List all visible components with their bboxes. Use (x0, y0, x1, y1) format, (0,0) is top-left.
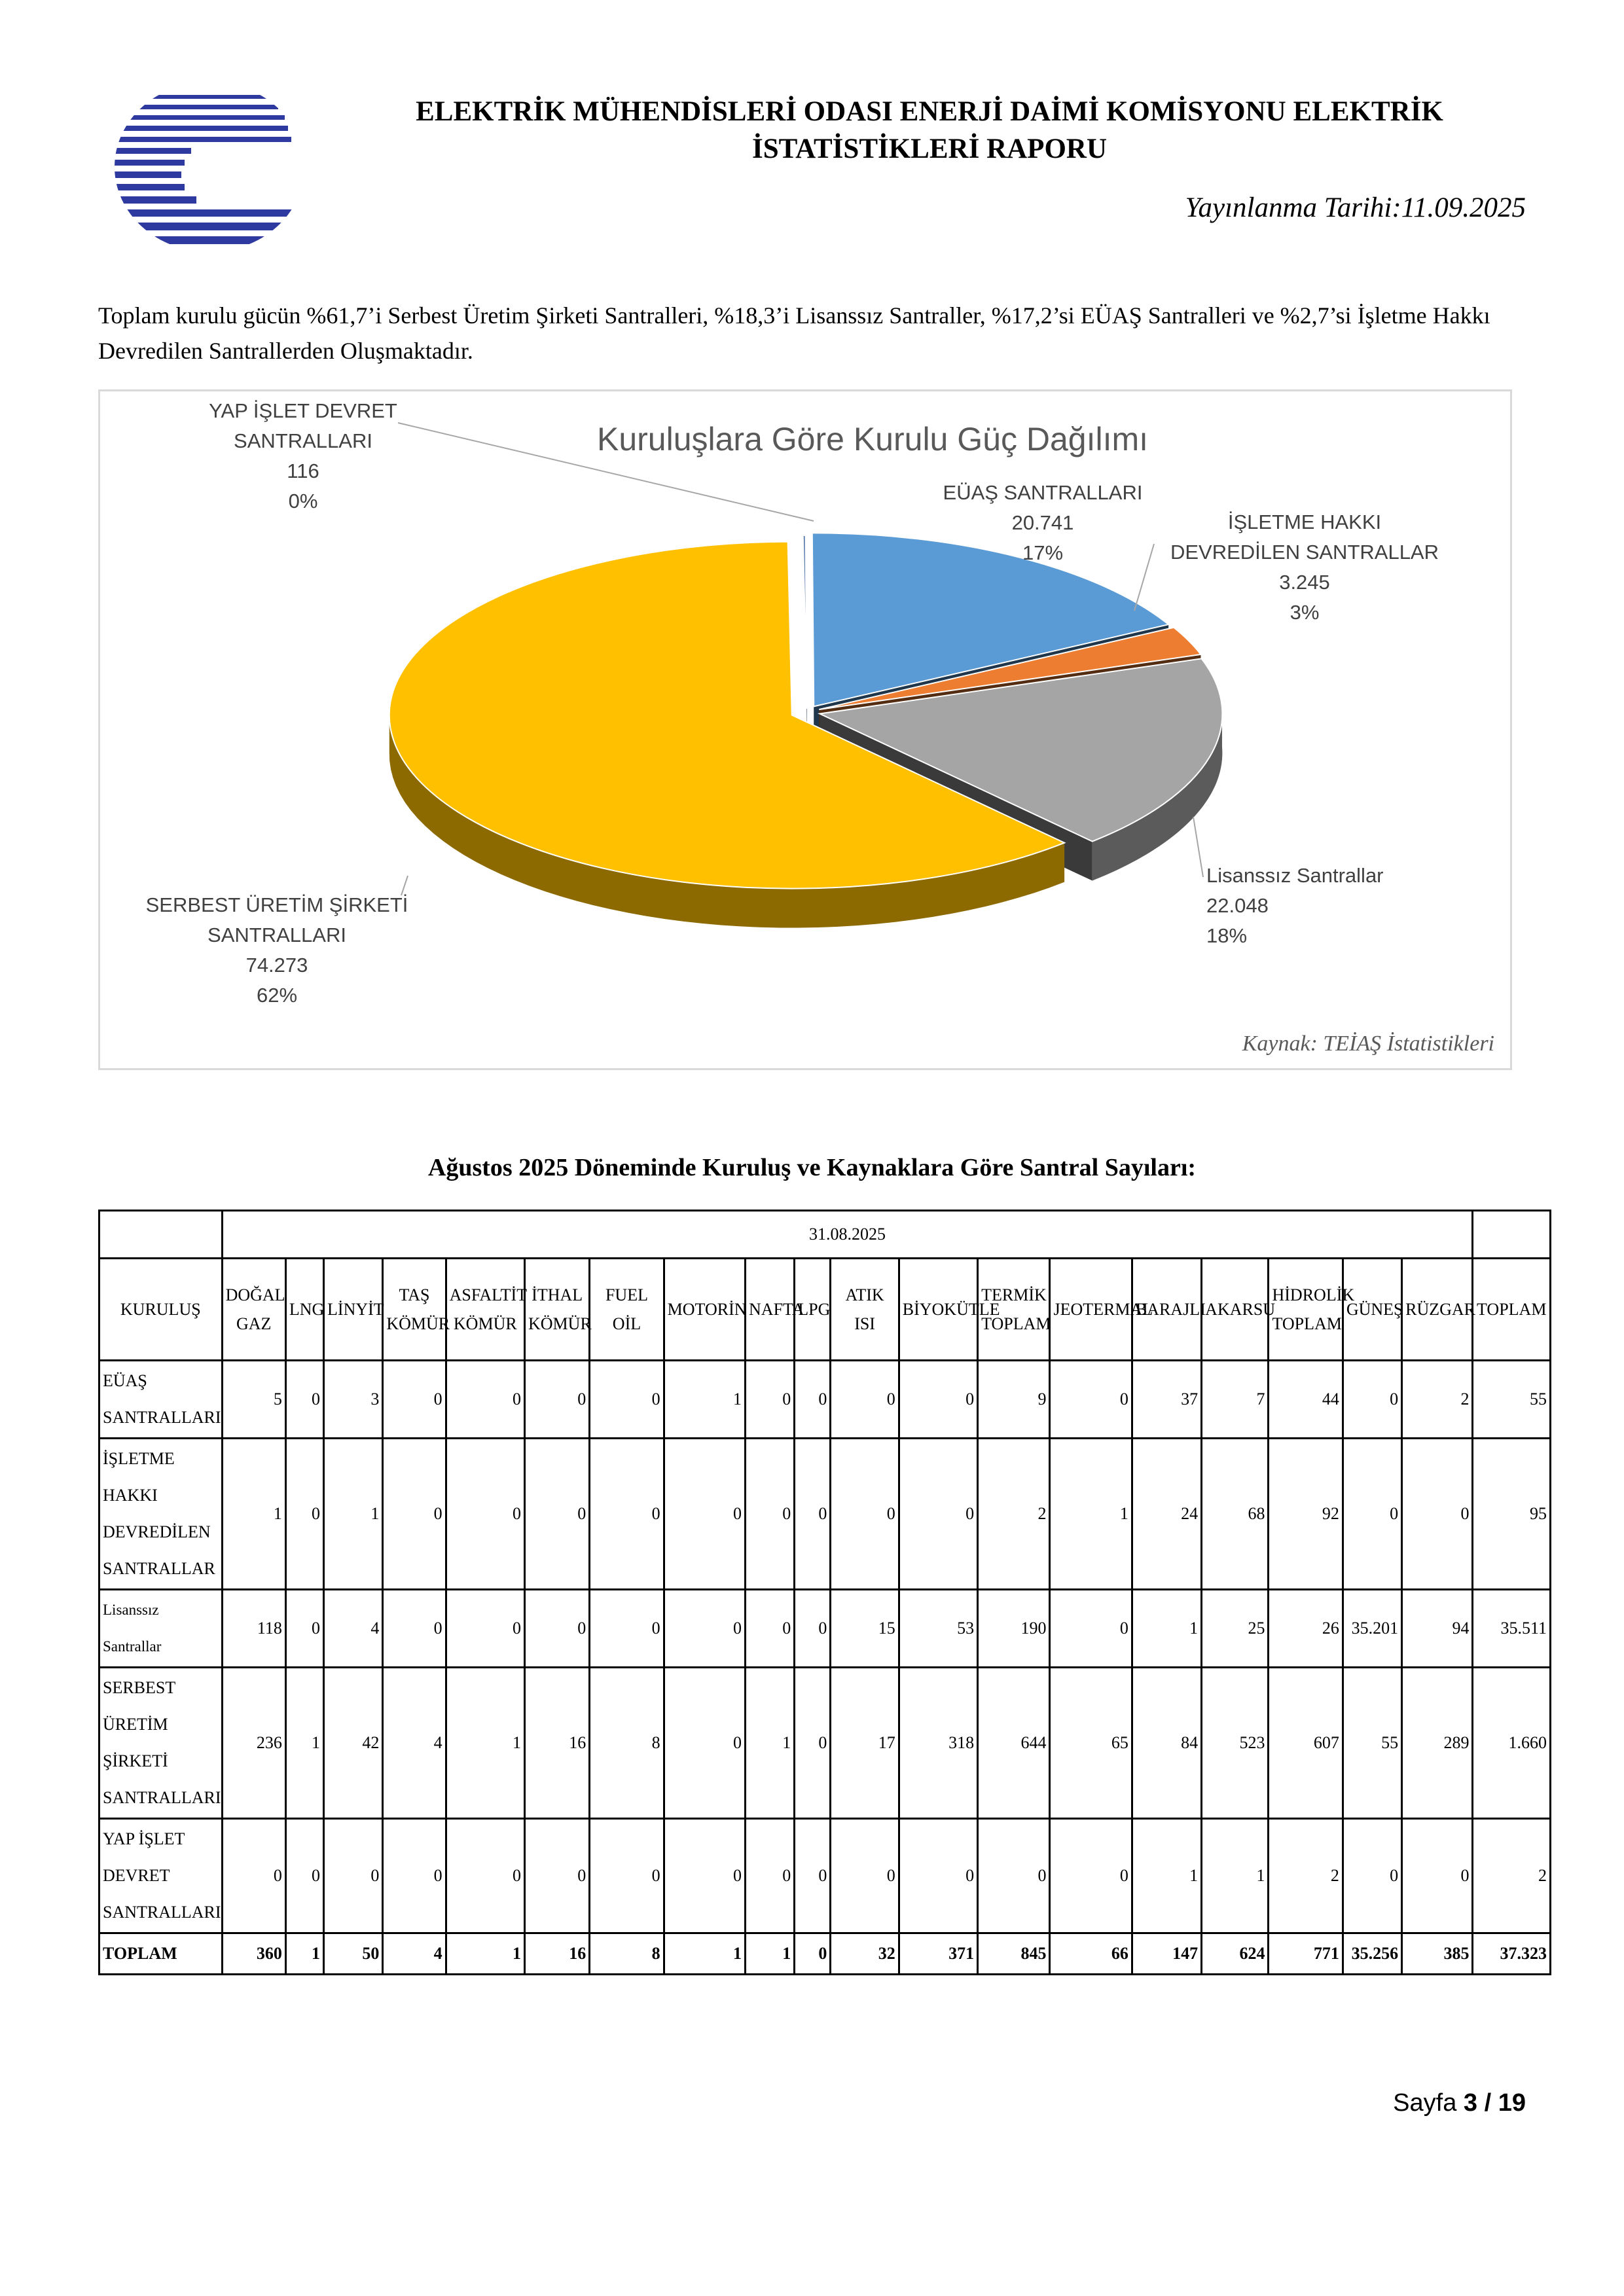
table-cell: 65 (1050, 1668, 1132, 1819)
table-cell: 1 (1202, 1819, 1269, 1933)
table-cell: 2 (1269, 1819, 1343, 1933)
column-header: BİYOKÜTLE (899, 1259, 977, 1361)
table-cell: 523 (1202, 1668, 1269, 1819)
table-cell: 236 (222, 1668, 285, 1819)
table-cell: 84 (1132, 1668, 1201, 1819)
table-row (99, 1590, 1551, 1668)
total-cell: 35.256 (1343, 1933, 1401, 1975)
slice-label: DEVREDİLEN SANTRALLAR (1170, 541, 1439, 564)
total-cell: 4 (383, 1933, 446, 1975)
total-cell: 66 (1050, 1933, 1132, 1975)
table-cell: 68 (1202, 1439, 1269, 1590)
table-cell: 0 (590, 1590, 664, 1668)
page-total: 19 (1498, 2089, 1526, 2117)
table-cell: 0 (590, 1819, 664, 1933)
leader-line (401, 876, 408, 895)
slice-label: 20.741 (1011, 511, 1074, 534)
column-header: LPG (795, 1259, 831, 1361)
report-title-line1: ELEKTRİK MÜHENDİSLERİ ODASI ENERJİ DAİMİ KOMİSYONU ELEKTRİK (416, 96, 1443, 127)
table-cell: 0 (285, 1819, 323, 1933)
table-cell: 0 (795, 1439, 831, 1590)
table-cell: 24 (1132, 1439, 1201, 1590)
pie-chart-container (98, 389, 1512, 1070)
table-cell: 0 (446, 1439, 524, 1590)
total-cell: 16 (525, 1933, 590, 1975)
slice-label: 3.245 (1279, 571, 1330, 594)
total-cell: 0 (795, 1933, 831, 1975)
table-cell: 1 (1050, 1439, 1132, 1590)
table-cell: 318 (899, 1668, 977, 1819)
column-header: RÜZGAR (1402, 1259, 1473, 1361)
total-cell: 385 (1402, 1933, 1473, 1975)
total-cell: 8 (590, 1933, 664, 1975)
slice-label: YAP İŞLET DEVRET (209, 399, 397, 422)
table-cell: 1.660 (1473, 1668, 1551, 1819)
table-cell: 0 (899, 1819, 977, 1933)
table-cell: 0 (746, 1361, 795, 1439)
table-cell: 8 (590, 1668, 664, 1819)
table-cell: 35.511 (1473, 1590, 1551, 1668)
table-cell: 55 (1343, 1668, 1401, 1819)
column-header: HİDROLİK TOPLAM (1269, 1259, 1343, 1361)
table-cell: 15 (831, 1590, 899, 1668)
table-cell: 1 (446, 1668, 524, 1819)
header-kurulus: KURULUŞ (99, 1259, 223, 1361)
slice-label: İŞLETME HAKKI (1227, 511, 1382, 533)
table-cell: 289 (1402, 1668, 1473, 1819)
total-cell: 360 (222, 1933, 285, 1975)
total-cell: 32 (831, 1933, 899, 1975)
table-cell: 0 (746, 1590, 795, 1668)
table-cell: 1 (324, 1439, 383, 1590)
table-cell: 0 (285, 1361, 323, 1439)
table-corner-cell (99, 1211, 223, 1259)
table-total-row (99, 1933, 1551, 1975)
leader-line (1193, 817, 1203, 877)
table-cell: 0 (285, 1590, 323, 1668)
table-cell: 0 (525, 1590, 590, 1668)
column-header: DOĞAL GAZ (222, 1259, 285, 1361)
table-cell: 0 (1050, 1590, 1132, 1668)
page-current: 3 (1463, 2089, 1478, 2117)
table-cell: 26 (1269, 1590, 1343, 1668)
table-cell: 42 (324, 1668, 383, 1819)
table-cell: 2 (1473, 1819, 1551, 1933)
table-cell: 0 (664, 1668, 745, 1819)
chart-title: Kuruluşlara Göre Kurulu Güç Dağılımı (596, 421, 1149, 457)
table-cell: 118 (222, 1590, 285, 1668)
table-cell: 0 (446, 1361, 524, 1439)
slice-label: 22.048 (1206, 894, 1269, 917)
table-cell: 0 (795, 1361, 831, 1439)
page-separator: / (1477, 2089, 1498, 2117)
report-title-line2: İSTATİSTİKLERİ RAPORU (751, 134, 1107, 164)
table-cell: 0 (899, 1439, 977, 1590)
slice-label: 116 (287, 459, 319, 482)
table-cell: 37 (1132, 1361, 1201, 1439)
table-cell: 9 (978, 1361, 1050, 1439)
table-title: Ağustos 2025 Döneminde Kuruluş ve Kaynaklara Göre Santral Sayıları: (427, 1154, 1197, 1181)
table-cell: 0 (899, 1361, 977, 1439)
table-cell: 1 (285, 1668, 323, 1819)
total-cell: 1 (285, 1933, 323, 1975)
total-cell: 50 (324, 1933, 383, 1975)
table-cell: 0 (383, 1590, 446, 1668)
table-cell: 0 (525, 1819, 590, 1933)
slice-label: 62% (256, 984, 298, 1007)
table-cell: 0 (1343, 1439, 1401, 1590)
slice-label: SANTRALLARI (234, 429, 372, 452)
table-date-row (99, 1211, 1551, 1259)
table-cell: 190 (978, 1590, 1050, 1668)
table-cell: 0 (831, 1439, 899, 1590)
table-cell: 0 (1050, 1819, 1132, 1933)
page-prefix: Sayfa (1393, 2089, 1464, 2117)
table-cell: 0 (664, 1819, 745, 1933)
table-cell: 0 (590, 1439, 664, 1590)
table-row (99, 1668, 1551, 1819)
table-cell: 0 (746, 1819, 795, 1933)
table-cell: 0 (795, 1819, 831, 1933)
table-cell: 607 (1269, 1668, 1343, 1819)
table-cell: 0 (1343, 1361, 1401, 1439)
slice-label: EÜAŞ SANTRALLARI (943, 481, 1143, 504)
table-cell: 0 (285, 1439, 323, 1590)
table-cell: 0 (831, 1819, 899, 1933)
table-cell: 1 (1132, 1590, 1201, 1668)
table-cell: 5 (222, 1361, 285, 1439)
table-row (99, 1361, 1551, 1439)
total-cell: 1 (664, 1933, 745, 1975)
total-cell: 371 (899, 1933, 977, 1975)
table-cell: 53 (899, 1590, 977, 1668)
table-cell: 0 (222, 1819, 285, 1933)
table-cell: 44 (1269, 1361, 1343, 1439)
publish-date: Yayınlanma Tarihi:11.09.2025 (1185, 192, 1526, 223)
column-header: NAFTA (746, 1259, 795, 1361)
table-cell: 0 (446, 1590, 524, 1668)
table-cell: 4 (383, 1668, 446, 1819)
table-cell: 0 (1343, 1819, 1401, 1933)
slice-label: SERBEST ÜRETİM ŞİRKETİ (145, 893, 408, 916)
leader-line (1134, 544, 1154, 611)
intro-paragraph: Toplam kurulu gücün %61,7’i Serbest Üretim Şirketi Santralleri, %18,3’i Lisanssız Santraller, %17,2’si EÜAŞ Santralleri ve %2,7’si İşletme Hakkı Devredilen Santrallerden Oluşmaktadır. (98, 302, 1490, 364)
table-cell: 16 (525, 1668, 590, 1819)
table-cell: 94 (1402, 1590, 1473, 1668)
row-label: İŞLETME HAKKI DEVREDİLEN SANTRALLAR (99, 1439, 223, 1590)
slice-label: 17% (1022, 541, 1064, 564)
table-cell: 0 (590, 1361, 664, 1439)
total-cell: 37.323 (1473, 1933, 1551, 1975)
total-cell: 147 (1132, 1933, 1201, 1975)
table-cell: 0 (978, 1819, 1050, 1933)
pie-chart (100, 391, 1510, 1068)
table-cell: 95 (1473, 1439, 1551, 1590)
table-cell: 3 (324, 1361, 383, 1439)
table-cell: 1 (222, 1439, 285, 1590)
column-header: MOTORİN (664, 1259, 745, 1361)
table-cell: 2 (978, 1439, 1050, 1590)
table-cell: 0 (525, 1439, 590, 1590)
column-header: LNG (285, 1259, 323, 1361)
table-cell: 0 (795, 1668, 831, 1819)
chart-source: Kaynak: TEİAŞ İstatistikleri (1242, 1031, 1494, 1056)
column-header: BARAJLI (1132, 1259, 1201, 1361)
column-header: ASFALTİT KÖMÜR (446, 1259, 524, 1361)
table-cell: 644 (978, 1668, 1050, 1819)
table-cell: 0 (383, 1819, 446, 1933)
table-cell: 25 (1202, 1590, 1269, 1668)
table-cell: 0 (383, 1361, 446, 1439)
total-cell: 845 (978, 1933, 1050, 1975)
slice-label: Lisanssız Santrallar (1206, 864, 1384, 887)
column-header: AKARSU (1202, 1259, 1269, 1361)
table-cell: 92 (1269, 1439, 1343, 1590)
slice-label: 3% (1290, 601, 1320, 624)
emo-logo (111, 79, 308, 255)
total-label: TOPLAM (99, 1933, 223, 1975)
column-header: TAŞ KÖMÜR (383, 1259, 446, 1361)
row-label: Lisanssız Santrallar (99, 1590, 223, 1668)
report-title (340, 93, 1519, 168)
total-cell: 1 (746, 1933, 795, 1975)
column-header: TERMİK TOPLAM (978, 1259, 1050, 1361)
slice-label: 74.273 (245, 954, 308, 977)
slice-label: 18% (1206, 924, 1248, 947)
row-label: EÜAŞ SANTRALLARI (99, 1361, 223, 1439)
table-cell: 35.201 (1343, 1590, 1401, 1668)
table-cell: 0 (831, 1361, 899, 1439)
table-cell: 4 (324, 1590, 383, 1668)
total-cell: 1 (446, 1933, 524, 1975)
page-number (1393, 2089, 1526, 2117)
table-cell: 0 (1402, 1439, 1473, 1590)
table-cell: 55 (1473, 1361, 1551, 1439)
table-cell: 0 (525, 1361, 590, 1439)
pie-slice (803, 535, 807, 709)
column-header: TOPLAM (1473, 1259, 1551, 1361)
table-cell: 0 (664, 1439, 745, 1590)
slice-label: 0% (288, 490, 318, 512)
table-cell: 0 (795, 1590, 831, 1668)
column-header: ATIK ISI (831, 1259, 899, 1361)
column-header: İTHAL KÖMÜR (525, 1259, 590, 1361)
column-header: JEOTERMAL (1050, 1259, 1132, 1361)
row-label: SERBEST ÜRETİM ŞİRKETİ SANTRALLARI (99, 1668, 223, 1819)
table-cell: 0 (383, 1439, 446, 1590)
table-cell: 0 (746, 1439, 795, 1590)
table-row (99, 1819, 1551, 1933)
table-cell: 1 (1132, 1819, 1201, 1933)
table-cell: 0 (446, 1819, 524, 1933)
table-date: 31.08.2025 (222, 1211, 1473, 1259)
table-cell: 7 (1202, 1361, 1269, 1439)
table-date-right-cell (1473, 1211, 1551, 1259)
column-header: LİNYİT (324, 1259, 383, 1361)
slice-label: SANTRALLARI (208, 924, 346, 946)
table-cell: 0 (1050, 1361, 1132, 1439)
column-header: GÜNEŞ (1343, 1259, 1401, 1361)
table-cell: 1 (664, 1361, 745, 1439)
column-header: FUEL OİL (590, 1259, 664, 1361)
table-cell: 17 (831, 1668, 899, 1819)
table-cell: 1 (746, 1668, 795, 1819)
plant-count-table (98, 1210, 1551, 1975)
table-row (99, 1439, 1551, 1590)
table-cell: 0 (324, 1819, 383, 1933)
table-cell: 2 (1402, 1361, 1473, 1439)
total-cell: 624 (1202, 1933, 1269, 1975)
table-header-row (99, 1259, 1551, 1361)
table-cell: 0 (1402, 1819, 1473, 1933)
total-cell: 771 (1269, 1933, 1343, 1975)
table-cell: 0 (664, 1590, 745, 1668)
row-label: YAP İŞLET DEVRET SANTRALLARI (99, 1819, 223, 1933)
